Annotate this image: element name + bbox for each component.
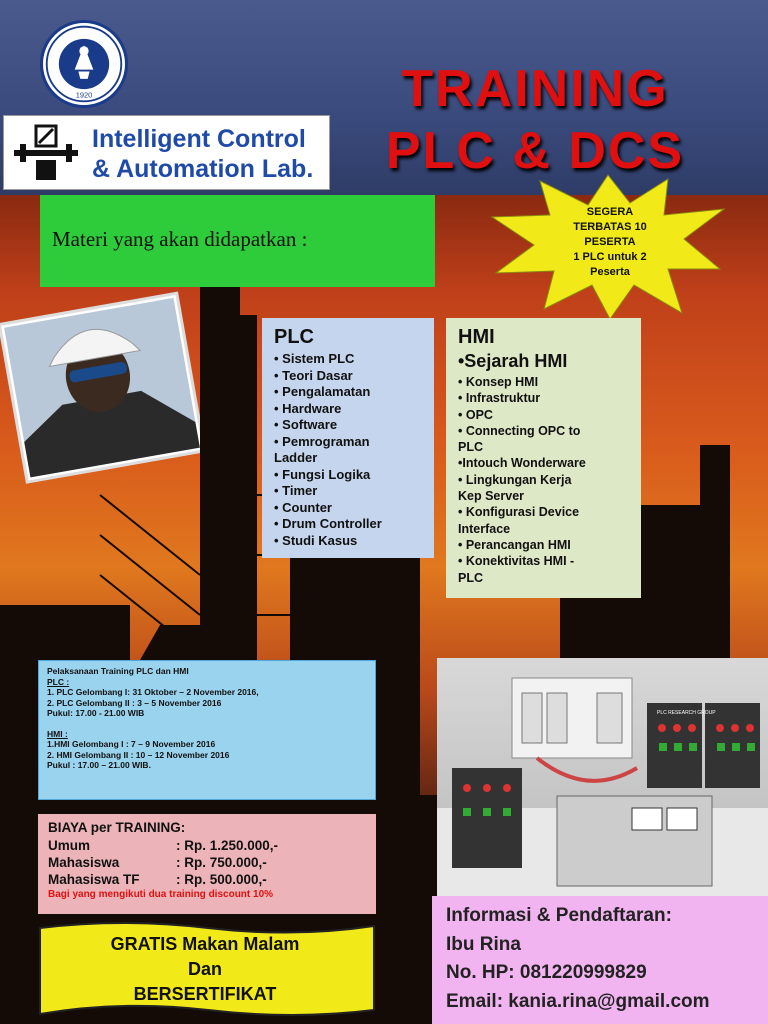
fee-heading: BIAYA per TRAINING: bbox=[48, 820, 186, 835]
hmi-item: • Lingkungan Kerja bbox=[458, 472, 572, 487]
trainer-panel-label: PLC RESEARCH GROUP bbox=[657, 710, 716, 716]
schedule-heading: HMI : bbox=[47, 728, 68, 739]
fee-box bbox=[38, 814, 376, 914]
hmi-item: • Connecting OPC to bbox=[458, 423, 581, 438]
schedule-line: 2. HMI Gelombang II : 10 – 12 November 2016 bbox=[47, 749, 230, 760]
materi-banner bbox=[40, 195, 435, 287]
contact-email: Email: kania.rina@gmail.com bbox=[446, 990, 710, 1012]
badge-line: SEGERA bbox=[586, 206, 634, 218]
gratis-line3: BERSERTIFIKAT bbox=[133, 984, 277, 1004]
fee-price: : Rp. 750.000,- bbox=[176, 855, 267, 870]
badge-line: PESERTA bbox=[584, 236, 636, 248]
fee-row bbox=[48, 854, 366, 871]
contact-phone: No. HP: 081220999829 bbox=[446, 962, 647, 983]
schedule-line: Pukul : 17.00 – 21.00 WIB. bbox=[47, 760, 151, 770]
lab-name-line2: & Automation Lab. bbox=[92, 155, 314, 183]
poster-title bbox=[360, 58, 710, 182]
hmi-subtitle: •Sejarah HMI bbox=[458, 351, 568, 371]
lab-name-line1: Intelligent Control bbox=[92, 125, 306, 153]
plc-item: • Sistem PLC bbox=[274, 351, 355, 366]
badge-line: 1 PLC untuk 2 bbox=[573, 251, 647, 263]
hmi-item: • Konektivitas HMI - bbox=[458, 554, 575, 569]
hmi-item: PLC bbox=[458, 440, 483, 455]
hmi-item: • Konsep HMI bbox=[458, 375, 539, 389]
plc-item: • Counter bbox=[274, 499, 332, 515]
worker-photo bbox=[0, 288, 200, 488]
hmi-topics-box bbox=[446, 318, 641, 598]
contact-name: Ibu Rina bbox=[446, 933, 521, 955]
plc-item: • Timer bbox=[274, 483, 318, 498]
plc-item: • Software bbox=[274, 417, 338, 432]
hmi-item: Kep Server bbox=[458, 489, 525, 504]
icalab-logo bbox=[3, 115, 330, 190]
gratis-line1: GRATIS Makan Malam bbox=[110, 934, 300, 954]
plc-item: • Studi Kasus bbox=[274, 532, 358, 548]
itb-logo-year: 1920 bbox=[75, 90, 93, 100]
badge-line: Peserta bbox=[590, 266, 630, 278]
hmi-title: HMI bbox=[458, 326, 495, 348]
schedule-line: Pelaksanaan Training PLC dan HMI bbox=[47, 666, 189, 676]
plc-item: • Pengalamatan bbox=[274, 384, 371, 399]
plc-topics-box bbox=[262, 318, 434, 558]
schedule-line: 1. PLC Gelombang I: 31 Oktober – 2 November 2016, bbox=[47, 687, 259, 697]
icalab-emblem-icon bbox=[10, 124, 82, 182]
fee-price: : Rp. 500.000,- bbox=[176, 872, 267, 887]
hmi-item: • Konfigurasi Device bbox=[458, 505, 580, 520]
plc-item: • Fungsi Logika bbox=[274, 466, 371, 482]
schedule-line: Pukul: 17.00 - 21.00 WIB bbox=[47, 708, 145, 718]
plc-item: • Drum Controller bbox=[274, 516, 382, 531]
title-line1: TRAINING bbox=[401, 60, 669, 118]
materi-heading: Materi yang akan didapatkan : bbox=[52, 227, 308, 251]
schedule-line: 1.HMI Gelombang I : 7 – 9 November 2016 bbox=[47, 739, 216, 749]
hmi-item: • OPC bbox=[458, 407, 493, 422]
plc-item: Ladder bbox=[274, 450, 318, 465]
plc-item: • Teori Dasar bbox=[274, 367, 353, 383]
hmi-item: PLC bbox=[458, 570, 483, 585]
plc-item: • Pemrograman bbox=[274, 433, 370, 449]
gratis-text bbox=[50, 932, 360, 1007]
title-line2: PLC & DCS bbox=[385, 122, 685, 180]
itb-logo bbox=[40, 20, 128, 108]
hmi-item: • Infrastruktur bbox=[458, 391, 541, 406]
hmi-item: Interface bbox=[458, 521, 511, 536]
plc-title: PLC bbox=[274, 326, 314, 348]
fee-row bbox=[48, 837, 366, 854]
contact-box bbox=[432, 896, 768, 1024]
badge-text bbox=[540, 205, 680, 280]
fee-label: Umum bbox=[48, 838, 91, 853]
schedule-line: 2. PLC Gelombang II : 3 – 5 November 2016 bbox=[47, 697, 222, 708]
fee-row bbox=[48, 871, 366, 888]
plc-item: • Hardware bbox=[274, 400, 342, 416]
badge-line: TERBATAS 10 bbox=[573, 221, 647, 233]
gratis-line2: Dan bbox=[187, 959, 222, 979]
hmi-item: •Intouch Wonderware bbox=[458, 456, 586, 471]
schedule-box bbox=[38, 660, 376, 800]
fee-label: Mahasiswa TF bbox=[48, 872, 140, 887]
schedule-spacer bbox=[47, 719, 367, 729]
hmi-item: • Perancangan HMI bbox=[458, 537, 571, 552]
fee-label: Mahasiswa bbox=[48, 855, 120, 870]
plc-trainer-photo bbox=[437, 658, 768, 898]
schedule-heading: PLC : bbox=[47, 676, 70, 687]
discount-note: Bagi yang mengikuti dua training discount 10% bbox=[48, 889, 274, 900]
contact-heading: Informasi & Pendaftaran: bbox=[446, 905, 672, 926]
fee-price: : Rp. 1.250.000,- bbox=[176, 838, 279, 853]
